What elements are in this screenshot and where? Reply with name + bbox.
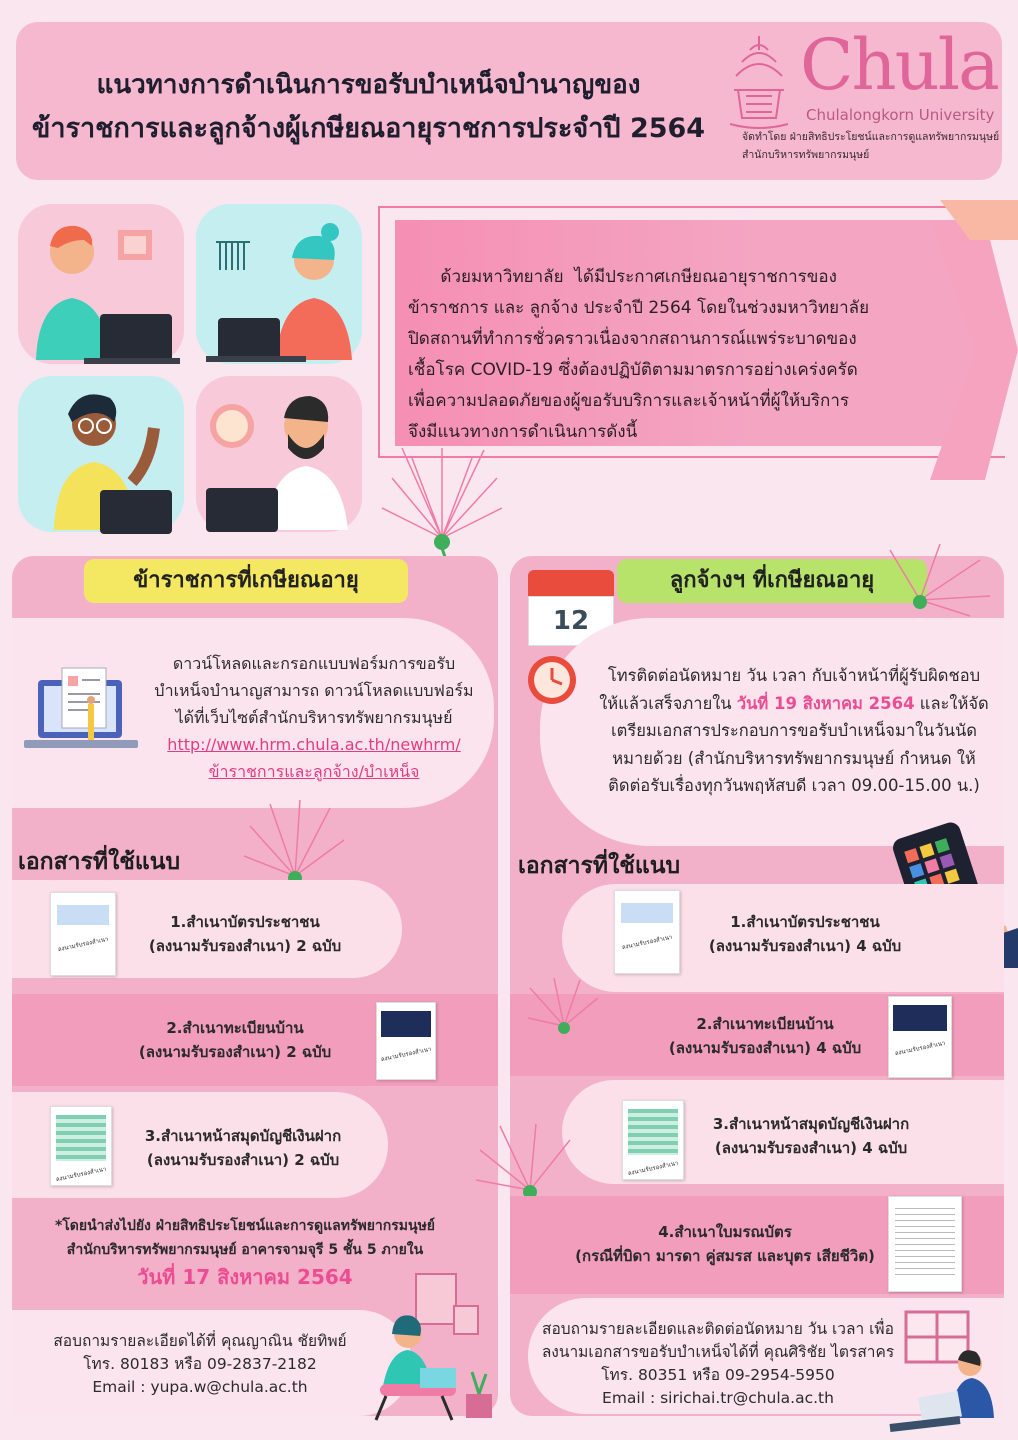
page-title-line1: แนวทางการดำเนินการขอรับบำเหน็จบำนาญของ xyxy=(96,70,641,100)
bankbook-copy-thumbnail: ลงนามรับรองสำเนา xyxy=(622,1100,684,1180)
credit-text: จัดทำโดย ฝ่ายสิทธิประโยชน์และการดูแลทรัพยากรมนุษย์ สำนักบริหารทรัพยากรมนุษย์ xyxy=(742,131,1000,161)
man-laptop-illustration xyxy=(880,1308,1010,1434)
intro-paragraph: ด้วยมหาวิทยาลัย ได้มีประกาศเกษียณอายุราชการของ ข้าราชการ และ ลูกจ้าง ประจำปี 2564 โดยในช่วงมหาวิทยาลัย ปิดสถานที่ทำการชั่วคราวเนื่องจากสถานการณ์แพร่ระบาดของ เชื้อโรค COVID-19 ซึ่งต้องปฏิบัติตามมาตรการอย่างเคร่งครัด เพื่อความปลอดภัยของผู้ขอรับบริการและเจ้าหน้าที่ผู้ให้บริการ จึงมีแนวทางการดำเนินการดังนี้ xyxy=(408,267,870,442)
pink-flower-icon xyxy=(240,796,350,892)
clock-icon xyxy=(526,654,578,706)
download-instructions: ดาวน์โหลดและกรอกแบบฟอร์มการขอรับ บำเหน็จบำนาญสามารถ ดาวน์โหลดแบบฟอร์ม ได้ที่เว็บไซต์สำนักบริหารทรัพยากรมนุษย์ http://www.hrm.chula.ac.th/newhrm/ ข้าราชการและลูกจ้าง/บำเหน็จ xyxy=(136,650,492,785)
id-card-copy-thumbnail: ลงนามรับรองสำเนา xyxy=(50,892,116,976)
appointment-instructions: โทรติดต่อนัดหมาย วัน เวลา กับเจ้าหน้าที่ผู้รับผิดชอบ ให้แล้วเสร็จภายใน วันที่ 19 สิงหาคม 2564 และให้จัด เตรียมเอกสารประกอบการขอรับบำเหน็จมาในวันนัด หมายด้วย (สำนักบริหารทรัพยากรมนุษย์ กำหนด ให้ ติดต่อรับเรื่องทุกวันพฤหัสบดี เวลา 09.00-15.00 น.) xyxy=(599,666,989,795)
people-working-illustration xyxy=(14,200,366,536)
web-form-illustration xyxy=(22,660,142,760)
woman-laptop-illustration xyxy=(362,1272,502,1422)
download-link-path[interactable]: ข้าราชการและลูกจ้าง/บำเหน็จ xyxy=(208,762,420,781)
house-registration-copy-thumbnail: ลงนามรับรองสำเนา xyxy=(376,1002,436,1080)
download-link[interactable]: http://www.hrm.chula.ac.th/newhrm/ xyxy=(167,735,461,754)
university-name: Chulalongkorn University xyxy=(806,106,995,124)
chula-logo-wordmark: Chula xyxy=(800,24,998,106)
employee-badge: ลูกจ้างฯ ที่เกษียณอายุ xyxy=(617,559,927,603)
right-doc-3-text: 3.สำเนาหน้าสมุดบัญชีเงินฝาก (ลงนามรับรองสำเนา) 4 ฉบับ xyxy=(712,1115,910,1157)
arrow-chevron-icon xyxy=(930,200,1018,500)
right-docs-heading: เอกสารที่ใช้แนบ xyxy=(518,853,681,879)
right-contact-info: สอบถามรายละเอียดและติดต่อนัดหมาย วัน เวลา เพื่อ ลงนามเอกสารขอรับบำเหน็จได้ที่ คุณศิริชัย ไตรสาคร โทร. 80351 หรือ 09-2954-5950 Email : sirichai.tr@chula.ac.th xyxy=(541,1320,895,1407)
right-doc-1-text: 1.สำเนาบัตรประชาชน (ลงนามรับรองสำเนา) 4 ฉบับ xyxy=(708,913,902,955)
id-card-copy-thumbnail: ลงนามรับรองสำเนา xyxy=(614,890,680,974)
page-title-line2: ข้าราชการและลูกจ้างผู้เกษียณอายุราชการประจำปี 2564 xyxy=(31,113,706,144)
chula-emblem-icon xyxy=(728,32,790,132)
calendar-day: 12 xyxy=(528,596,614,646)
right-doc-2-text: 2.สำเนาทะเบียนบ้าน (ลงนามรับรองสำเนา) 4 ฉบับ xyxy=(668,1015,862,1057)
bankbook-copy-thumbnail: ลงนามรับรองสำเนา xyxy=(50,1106,112,1186)
left-doc-1-text: 1.สำเนาบัตรประชาชน (ลงนามรับรองสำเนา) 2 ฉบับ xyxy=(148,913,342,955)
left-doc-3-text: 3.สำเนาหน้าสมุดบัญชีเงินฝาก (ลงนามรับรองสำเนา) 2 ฉบับ xyxy=(144,1127,342,1169)
left-docs-heading: เอกสารที่ใช้แนบ xyxy=(18,849,181,875)
left-contact-info: สอบถามรายละเอียดได้ที่ คุณญาณิน ชัยทิพย์ โทร. 80183 หรือ 09-2837-2182 Email : yupa.w@chula.ac.th xyxy=(53,1332,347,1396)
death-certificate-copy-thumbnail xyxy=(888,1196,962,1292)
pink-flower-icon xyxy=(372,438,512,568)
right-doc-4-text: 4.สำเนาใบมรณบัตร (กรณีที่บิดา มารดา คู่สมรส และบุตร เสียชีวิต) xyxy=(575,1223,875,1265)
submission-note: *โดยนำส่งไปยัง ฝ่ายสิทธิประโยชน์และการดูแลทรัพยากรมนุษย์ สำนักบริหารทรัพยากรมนุษย์ อาคารจามจุรี 5 ชั้น 5 ภายใน วันที่ 17 สิงหาคม 2564 xyxy=(20,1214,470,1292)
submission-deadline: วันที่ 17 สิงหาคม 2564 xyxy=(137,1265,353,1289)
appointment-deadline: วันที่ 19 สิงหาคม 2564 xyxy=(736,693,915,713)
civil-servant-badge: ข้าราชการที่เกษียณอายุ xyxy=(84,559,408,603)
pink-flower-icon xyxy=(880,540,1000,620)
house-registration-copy-thumbnail: ลงนามรับรองสำเนา xyxy=(888,996,952,1078)
pink-flower-icon xyxy=(524,974,604,1044)
left-doc-2-text: 2.สำเนาทะเบียนบ้าน (ลงนามรับรองสำเนา) 2 ฉบับ xyxy=(138,1019,332,1061)
